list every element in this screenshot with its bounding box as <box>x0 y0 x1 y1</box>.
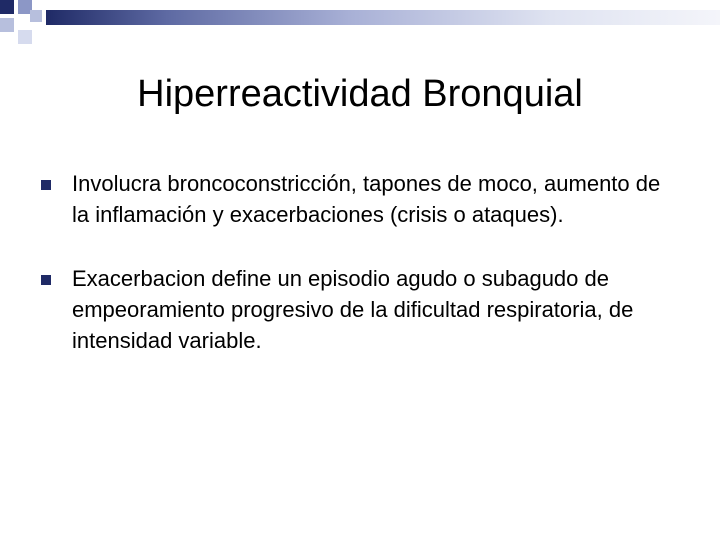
bullet-item <box>38 263 678 356</box>
square-bullet-icon <box>41 275 51 285</box>
bullet-text: Involucra broncoconstricción, tapones de moco, aumento de la inflamación y exacerbaciones (crisis o ataques). <box>72 171 661 227</box>
bullet-text: Exacerbacion define un episodio agudo o subagudo de empeoramiento progresivo de la dificultad respiratoria, de intensidad variable. <box>72 266 634 353</box>
decoration-square-light-2 <box>30 10 42 22</box>
bullet-item <box>38 168 678 230</box>
decoration-square-pale <box>18 30 32 44</box>
decoration-gradient-band <box>46 10 720 25</box>
square-bullet-icon <box>41 180 51 190</box>
bullet-list <box>38 168 678 389</box>
decoration-square-navy <box>0 0 14 14</box>
slide-title: Hiperreactividad Bronquial <box>137 73 583 115</box>
decoration-square-light <box>0 18 14 32</box>
